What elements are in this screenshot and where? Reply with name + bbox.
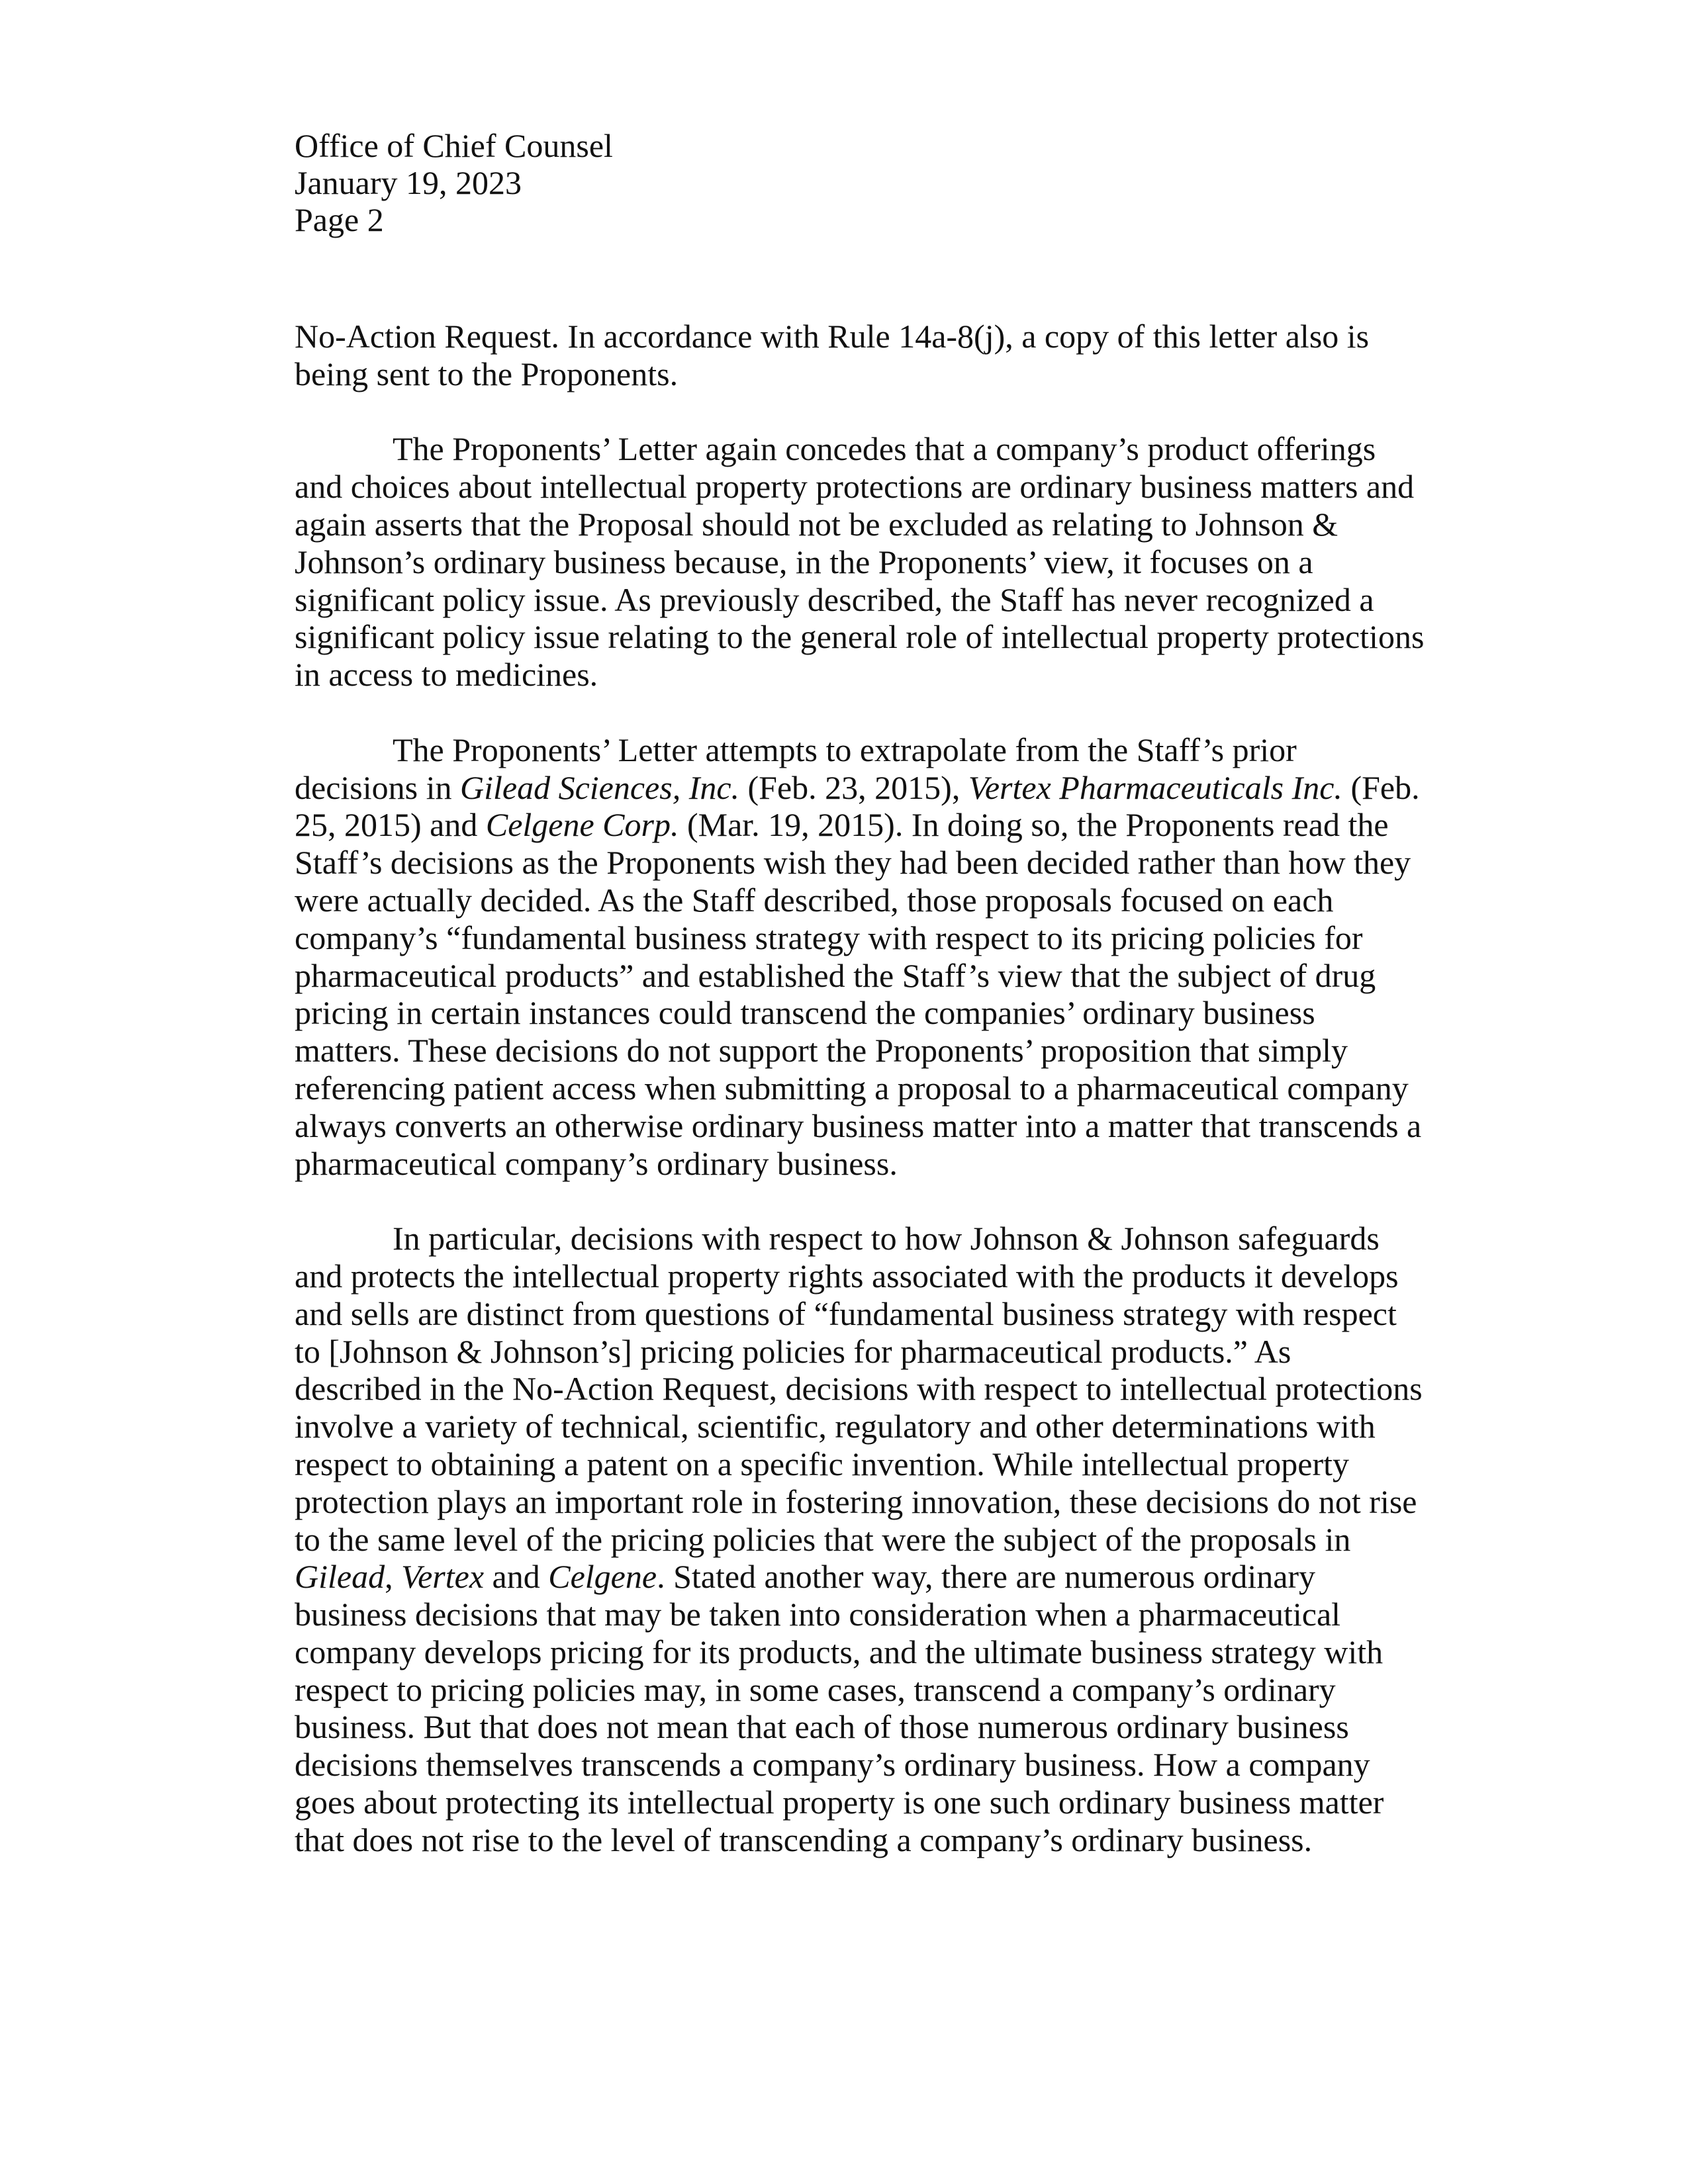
paragraph-1 [295,318,1420,393]
paragraph-line: significant policy issue. As previously described, the Staff has never recognized a [295,580,1374,618]
paragraph-line [295,1558,1420,1596]
paragraph-line: were actually decided. As the Staff described, those proposals focused on each [295,881,1334,919]
paragraph-2 [295,430,1425,694]
text-run: decisions in [295,768,460,806]
paragraph-line: pharmaceutical company’s ordinary business. [295,1144,898,1182]
case-name: Celgene [548,1558,657,1596]
paragraph-3 [295,731,1420,1183]
paragraph-line: and choices about intellectual property protections are ordinary business matters and [295,468,1415,506]
text-run: . Stated another way, there are numerous ordinary [657,1558,1316,1596]
case-name: Celgene Corp. [485,806,679,844]
paragraph-line [295,806,1420,844]
case-name: Vertex [401,1558,485,1596]
paragraph-line: and sells are distinct from questions of “fundamental business strategy with respect [295,1295,1397,1332]
paragraph-line: pharmaceutical products” and established the Staff’s view that the subject of drug [295,956,1376,994]
paragraph-line: In particular, decisions with respect to how Johnson & Johnson safeguards [393,1220,1380,1257]
letter-header [295,127,613,238]
paragraph-line: business decisions that may be taken into consideration when a pharmaceutical [295,1596,1341,1633]
paragraph-line: company develops pricing for its products, and the ultimate business strategy with [295,1633,1383,1670]
paragraph-line: significant policy issue relating to the general role of intellectual property protections [295,618,1425,656]
text-run: (Mar. 19, 2015). In doing so, the Proponents read the [679,806,1389,844]
paragraph-line: company’s “fundamental business strategy with respect to its pricing policies for [295,919,1363,956]
paragraph-line: Staff’s decisions as the Proponents wish they had been decided rather than how they [295,844,1411,882]
paragraph-line: and protects the intellectual property rights associated with the products it develops [295,1257,1399,1295]
case-name: Gilead Sciences, Inc. [459,768,740,806]
paragraph-line: pricing in certain instances could transcend the companies’ ordinary business [295,994,1315,1032]
paragraph-line: protection plays an important role in fostering innovation, these decisions do not rise [295,1482,1417,1520]
paragraph-line: referencing patient access when submitting a proposal to a pharmaceutical company [295,1069,1409,1107]
paragraph-line: The Proponents’ Letter attempts to extrapolate from the Staff’s prior [393,731,1297,768]
paragraph-line: goes about protecting its intellectual property is one such ordinary business matter [295,1784,1384,1821]
paragraph-line [295,769,1420,807]
paragraph-line: The Proponents’ Letter again concedes that a company’s product offerings [393,430,1376,468]
paragraph-line: Johnson’s ordinary business because, in the Proponents’ view, it focuses on a [295,543,1313,580]
paragraph-line: business. But that does not mean that each of those numerous ordinary business [295,1708,1349,1746]
paragraph-4 [295,1220,1423,1859]
text-run: , [385,1558,402,1596]
paragraph-line: No-Action Request. In accordance with Rule 14a-8(j), a copy of this letter also is [295,318,1370,355]
letter-body [295,318,1425,1859]
paragraph-line: decisions themselves transcends a company’s ordinary business. How a company [295,1746,1370,1784]
case-name: Vertex Pharmaceuticals Inc. [968,768,1342,806]
paragraph-line: being sent to the Proponents. [295,355,679,392]
paragraph-line: respect to pricing policies may, in some cases, transcend a company’s ordinary [295,1670,1336,1708]
paragraph-line: to the same level of the pricing policies that were the subject of the proposals in [295,1520,1351,1558]
text-run: and [484,1558,549,1596]
paragraph-line: involve a variety of technical, scientific, regulatory and other determinations with [295,1408,1376,1445]
paragraph-line: described in the No-Action Request, decisions with respect to intellectual protections [295,1370,1423,1408]
paragraph-line: matters. These decisions do not support the Proponents’ proposition that simply [295,1032,1348,1069]
header-office: Office of Chief Counsel [295,127,613,164]
text-run: (Feb. [1342,768,1420,806]
paragraph-line: again asserts that the Proposal should not be excluded as relating to Johnson & [295,505,1338,543]
header-date: January 19, 2023 [295,164,522,201]
case-name: Gilead [295,1558,385,1596]
paragraph-line: to [Johnson & Johnson’s] pricing policies for pharmaceutical products.” As [295,1332,1291,1370]
text-run: 25, 2015) and [295,806,486,844]
text-run: (Feb. 23, 2015), [739,768,968,806]
paragraph-line: that does not rise to the level of transcending a company’s ordinary business. [295,1821,1313,1858]
header-page-number: Page 2 [295,201,384,238]
paragraph-line: respect to obtaining a patent on a specific invention. While intellectual property [295,1445,1349,1482]
paragraph-line: in access to medicines. [295,656,598,694]
paragraph-line: always converts an otherwise ordinary business matter into a matter that transcends a [295,1107,1422,1144]
